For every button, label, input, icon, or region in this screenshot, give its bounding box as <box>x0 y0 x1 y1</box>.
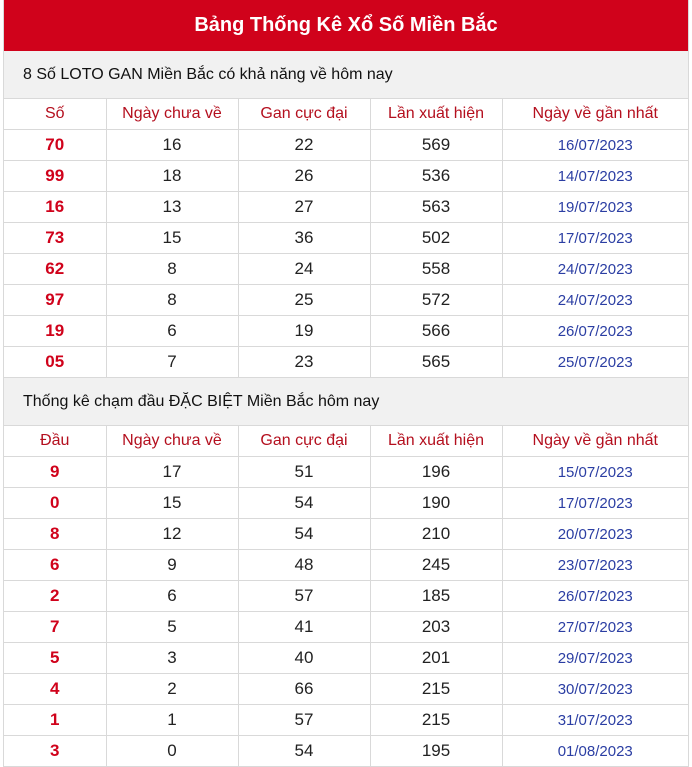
table-row <box>4 130 688 161</box>
appearances-cell: 566 <box>370 316 502 347</box>
appearances-cell: 502 <box>370 223 502 254</box>
column-header-dau: Đầu <box>4 426 106 457</box>
appearances-cell: 185 <box>370 581 502 612</box>
table-row <box>4 674 688 705</box>
days-absent-cell: 12 <box>106 519 238 550</box>
days-absent-cell: 5 <box>106 612 238 643</box>
column-header-ngay-chua-ve: Ngày chưa về <box>106 99 238 130</box>
loto-gan-table <box>4 99 688 378</box>
number-cell: 70 <box>4 130 106 161</box>
dac-biet-table <box>4 426 688 767</box>
number-cell: 1 <box>4 705 106 736</box>
days-absent-cell: 15 <box>106 488 238 519</box>
table-header-row <box>4 426 688 457</box>
column-header-ngay-ve-gan-nhat: Ngày về gần nhất <box>502 99 688 130</box>
days-absent-cell: 2 <box>106 674 238 705</box>
number-cell: 62 <box>4 254 106 285</box>
max-gap-cell: 54 <box>238 488 370 519</box>
last-date-cell: 16/07/2023 <box>502 130 688 161</box>
max-gap-cell: 25 <box>238 285 370 316</box>
max-gap-cell: 24 <box>238 254 370 285</box>
max-gap-cell: 40 <box>238 643 370 674</box>
appearances-cell: 195 <box>370 736 502 767</box>
number-cell: 19 <box>4 316 106 347</box>
max-gap-cell: 48 <box>238 550 370 581</box>
last-date-cell: 25/07/2023 <box>502 347 688 378</box>
column-header-gan-cuc-dai: Gan cực đại <box>238 99 370 130</box>
table-row <box>4 643 688 674</box>
days-absent-cell: 0 <box>106 736 238 767</box>
max-gap-cell: 22 <box>238 130 370 161</box>
last-date-cell: 24/07/2023 <box>502 285 688 316</box>
appearances-cell: 572 <box>370 285 502 316</box>
last-date-cell: 26/07/2023 <box>502 316 688 347</box>
column-header-ngay-chua-ve: Ngày chưa về <box>106 426 238 457</box>
section-loto-gan-heading: 8 Số LOTO GAN Miền Bắc có khả năng về hôm nay <box>4 51 688 99</box>
appearances-cell: 210 <box>370 519 502 550</box>
table-row <box>4 488 688 519</box>
page-title: Bảng Thống Kê Xổ Số Miền Bắc <box>4 0 688 51</box>
max-gap-cell: 26 <box>238 161 370 192</box>
last-date-cell: 29/07/2023 <box>502 643 688 674</box>
appearances-cell: 558 <box>370 254 502 285</box>
last-date-cell: 24/07/2023 <box>502 254 688 285</box>
appearances-cell: 215 <box>370 705 502 736</box>
max-gap-cell: 36 <box>238 223 370 254</box>
appearances-cell: 563 <box>370 192 502 223</box>
max-gap-cell: 54 <box>238 519 370 550</box>
last-date-cell: 30/07/2023 <box>502 674 688 705</box>
table-row <box>4 612 688 643</box>
table-header-row <box>4 99 688 130</box>
number-cell: 8 <box>4 519 106 550</box>
number-cell: 7 <box>4 612 106 643</box>
last-date-cell: 23/07/2023 <box>502 550 688 581</box>
column-header-ngay-ve-gan-nhat: Ngày về gần nhất <box>502 426 688 457</box>
number-cell: 0 <box>4 488 106 519</box>
table-row <box>4 192 688 223</box>
table-row <box>4 550 688 581</box>
days-absent-cell: 6 <box>106 581 238 612</box>
column-header-gan-cuc-dai: Gan cực đại <box>238 426 370 457</box>
number-cell: 97 <box>4 285 106 316</box>
last-date-cell: 19/07/2023 <box>502 192 688 223</box>
max-gap-cell: 19 <box>238 316 370 347</box>
number-cell: 2 <box>4 581 106 612</box>
appearances-cell: 215 <box>370 674 502 705</box>
days-absent-cell: 3 <box>106 643 238 674</box>
last-date-cell: 15/07/2023 <box>502 457 688 488</box>
days-absent-cell: 9 <box>106 550 238 581</box>
days-absent-cell: 7 <box>106 347 238 378</box>
table-row <box>4 736 688 767</box>
max-gap-cell: 27 <box>238 192 370 223</box>
column-header-lan-xuat-hien: Lần xuất hiện <box>370 99 502 130</box>
max-gap-cell: 41 <box>238 612 370 643</box>
last-date-cell: 01/08/2023 <box>502 736 688 767</box>
table-row <box>4 161 688 192</box>
days-absent-cell: 18 <box>106 161 238 192</box>
table-row <box>4 457 688 488</box>
appearances-cell: 190 <box>370 488 502 519</box>
last-date-cell: 20/07/2023 <box>502 519 688 550</box>
appearances-cell: 196 <box>370 457 502 488</box>
table-row <box>4 581 688 612</box>
number-cell: 16 <box>4 192 106 223</box>
table-row <box>4 705 688 736</box>
table-row <box>4 254 688 285</box>
days-absent-cell: 6 <box>106 316 238 347</box>
max-gap-cell: 23 <box>238 347 370 378</box>
section-dac-biet-heading: Thống kê chạm đầu ĐẶC BIỆT Miền Bắc hôm nay <box>4 378 688 426</box>
max-gap-cell: 54 <box>238 736 370 767</box>
appearances-cell: 203 <box>370 612 502 643</box>
number-cell: 5 <box>4 643 106 674</box>
table-row <box>4 223 688 254</box>
column-header-lan-xuat-hien: Lần xuất hiện <box>370 426 502 457</box>
last-date-cell: 17/07/2023 <box>502 223 688 254</box>
appearances-cell: 245 <box>370 550 502 581</box>
number-cell: 99 <box>4 161 106 192</box>
appearances-cell: 565 <box>370 347 502 378</box>
appearances-cell: 536 <box>370 161 502 192</box>
days-absent-cell: 15 <box>106 223 238 254</box>
table-row <box>4 316 688 347</box>
days-absent-cell: 17 <box>106 457 238 488</box>
stats-panel <box>3 0 689 767</box>
last-date-cell: 17/07/2023 <box>502 488 688 519</box>
number-cell: 9 <box>4 457 106 488</box>
max-gap-cell: 66 <box>238 674 370 705</box>
number-cell: 3 <box>4 736 106 767</box>
number-cell: 05 <box>4 347 106 378</box>
last-date-cell: 31/07/2023 <box>502 705 688 736</box>
max-gap-cell: 57 <box>238 705 370 736</box>
number-cell: 6 <box>4 550 106 581</box>
max-gap-cell: 51 <box>238 457 370 488</box>
number-cell: 73 <box>4 223 106 254</box>
table-row <box>4 519 688 550</box>
last-date-cell: 27/07/2023 <box>502 612 688 643</box>
days-absent-cell: 8 <box>106 285 238 316</box>
table-row <box>4 285 688 316</box>
days-absent-cell: 16 <box>106 130 238 161</box>
days-absent-cell: 13 <box>106 192 238 223</box>
max-gap-cell: 57 <box>238 581 370 612</box>
last-date-cell: 26/07/2023 <box>502 581 688 612</box>
column-header-so: Số <box>4 99 106 130</box>
table-row <box>4 347 688 378</box>
appearances-cell: 569 <box>370 130 502 161</box>
number-cell: 4 <box>4 674 106 705</box>
days-absent-cell: 8 <box>106 254 238 285</box>
last-date-cell: 14/07/2023 <box>502 161 688 192</box>
days-absent-cell: 1 <box>106 705 238 736</box>
appearances-cell: 201 <box>370 643 502 674</box>
